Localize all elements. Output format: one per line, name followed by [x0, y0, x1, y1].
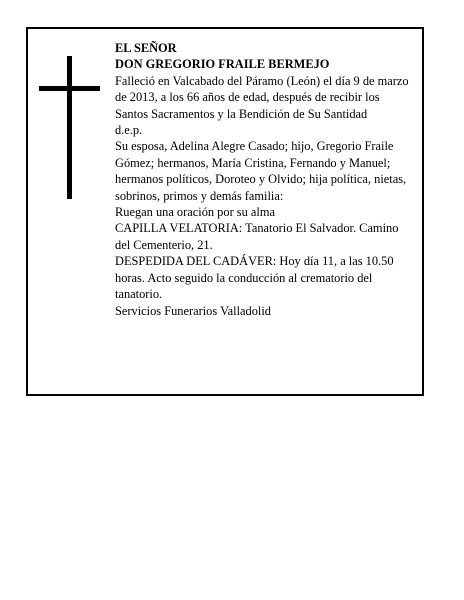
obituary-notice: [26, 27, 424, 396]
family-list: Su esposa, Adelina Alegre Casado; hijo, Gregorio Fraile Gómez; hermanos, María Cristina, Fernando y Manuel; hermanos políticos, Doroteo y Olvido; hija política, nietas, sobrinos, primos y demás familia:: [115, 139, 407, 203]
wake-chapel-info: CAPILLA VELATORIA: Tanatorio El Salvador. Camino del Cementerio, 21.: [115, 221, 399, 252]
funeral-services: Servicios Funerarios Valladolid: [115, 303, 272, 318]
notice-title: EL SEÑOR: [115, 41, 177, 55]
prayer-request: Ruegan una oración por su alma: [115, 205, 275, 220]
rest-in-peace: d.e.p.: [115, 123, 143, 138]
deceased-name: DON GREGORIO FRAILE BERMEJO: [115, 57, 330, 72]
farewell-info: DESPEDIDA DEL CADÁVER: Hoy día 11, a las 10.50 horas. Acto seguido la conducción al crematorio del tanatorio.: [115, 254, 394, 302]
death-announcement: Falleció en Valcabado del Páramo (León) el día 9 de marzo de 2013, a los 66 años de edad, después de recibir los Santos Sacramentos y la Bendición de Su Santidad: [115, 73, 409, 121]
notice-text-block: [115, 40, 413, 319]
cross-vertical-bar: [67, 56, 72, 199]
cross-horizontal-bar: [39, 86, 100, 91]
